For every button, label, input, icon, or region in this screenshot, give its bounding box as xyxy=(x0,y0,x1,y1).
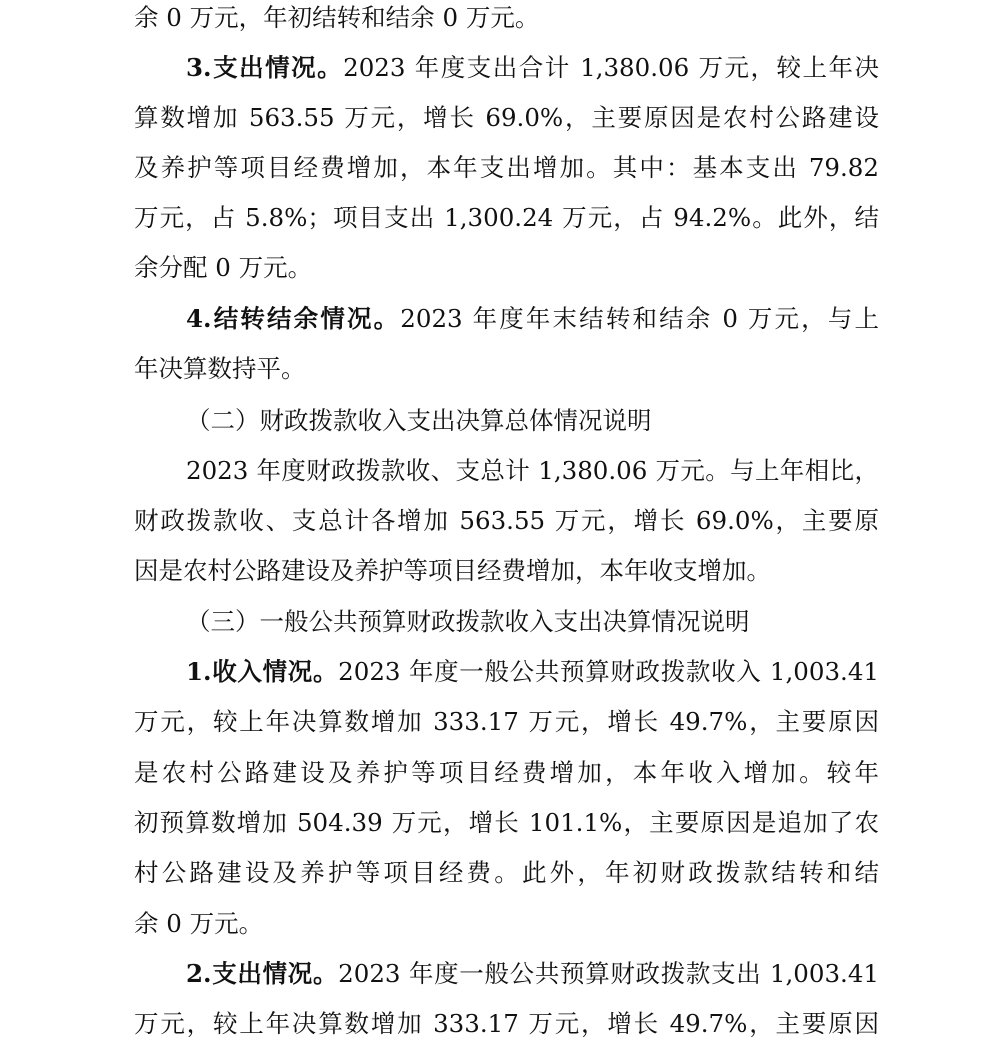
text-line: 万元，占 5.8%；项目支出 1,300.24 万元，占 94.2%。此外，结 xyxy=(134,203,879,232)
text-run: 2023 年度支出合计 1,380.06 万元，较上年决 xyxy=(343,53,879,82)
section-lead: 4.结转结余情况。 xyxy=(186,304,401,333)
text-line: 年决算数持平。 xyxy=(134,354,306,383)
text-line: 2023 年度财政拨款收、支总计 1,380.06 万元。与上年相比， xyxy=(186,456,879,485)
text-line: 及养护等项目经费增加，本年支出增加。其中：基本支出 79.82 xyxy=(134,153,879,182)
text-line: 万元，较上年决算数增加 333.17 万元，增长 49.7%，主要原因 xyxy=(134,1009,879,1038)
section-heading: （三）一般公共预算财政拨款收入支出决算情况说明 xyxy=(186,607,750,636)
text-line: 算数增加 563.55 万元，增长 69.0%，主要原因是农村公路建设 xyxy=(134,103,879,132)
text-line: 余 0 万元。 xyxy=(134,909,264,938)
text-line: 村公路建设及养护等项目经费。此外，年初财政拨款结转和结 xyxy=(134,858,879,887)
text-line xyxy=(186,301,879,351)
section-lead: 3.支出情况。 xyxy=(186,53,344,82)
text-run: 2023 年度一般公共预算财政拨款支出 1,003.41 xyxy=(338,959,879,988)
text-line xyxy=(186,956,879,1006)
text-run: 2023 年度年末结转和结余 0 万元，与上 xyxy=(400,304,879,333)
text-line: 财政拨款收、支总计各增加 563.55 万元，增长 69.0%，主要原 xyxy=(134,506,879,535)
section-heading: （二）财政拨款收入支出决算总体情况说明 xyxy=(186,406,652,435)
text-line: 因是农村公路建设及养护等项目经费增加，本年收支增加。 xyxy=(134,556,771,585)
section-lead: 2.支出情况。 xyxy=(186,959,339,988)
text-line: 余分配 0 万元。 xyxy=(134,253,313,282)
text-run: 2023 年度一般公共预算财政拨款收入 1,003.41 xyxy=(338,657,879,686)
text-line: 是农村公路建设及养护等项目经费增加，本年收入增加。较年 xyxy=(134,758,879,787)
text-line: 初预算数增加 504.39 万元，增长 101.1%，主要原因是追加了农 xyxy=(134,808,879,837)
document-page xyxy=(134,0,879,1042)
text-line: 万元，较上年决算数增加 333.17 万元，增长 49.7%，主要原因 xyxy=(134,707,879,736)
text-line: 余 0 万元，年初结转和结余 0 万元。 xyxy=(134,3,540,32)
text-line xyxy=(186,50,879,100)
section-lead: 1.收入情况。 xyxy=(186,657,339,686)
text-line xyxy=(186,654,879,704)
